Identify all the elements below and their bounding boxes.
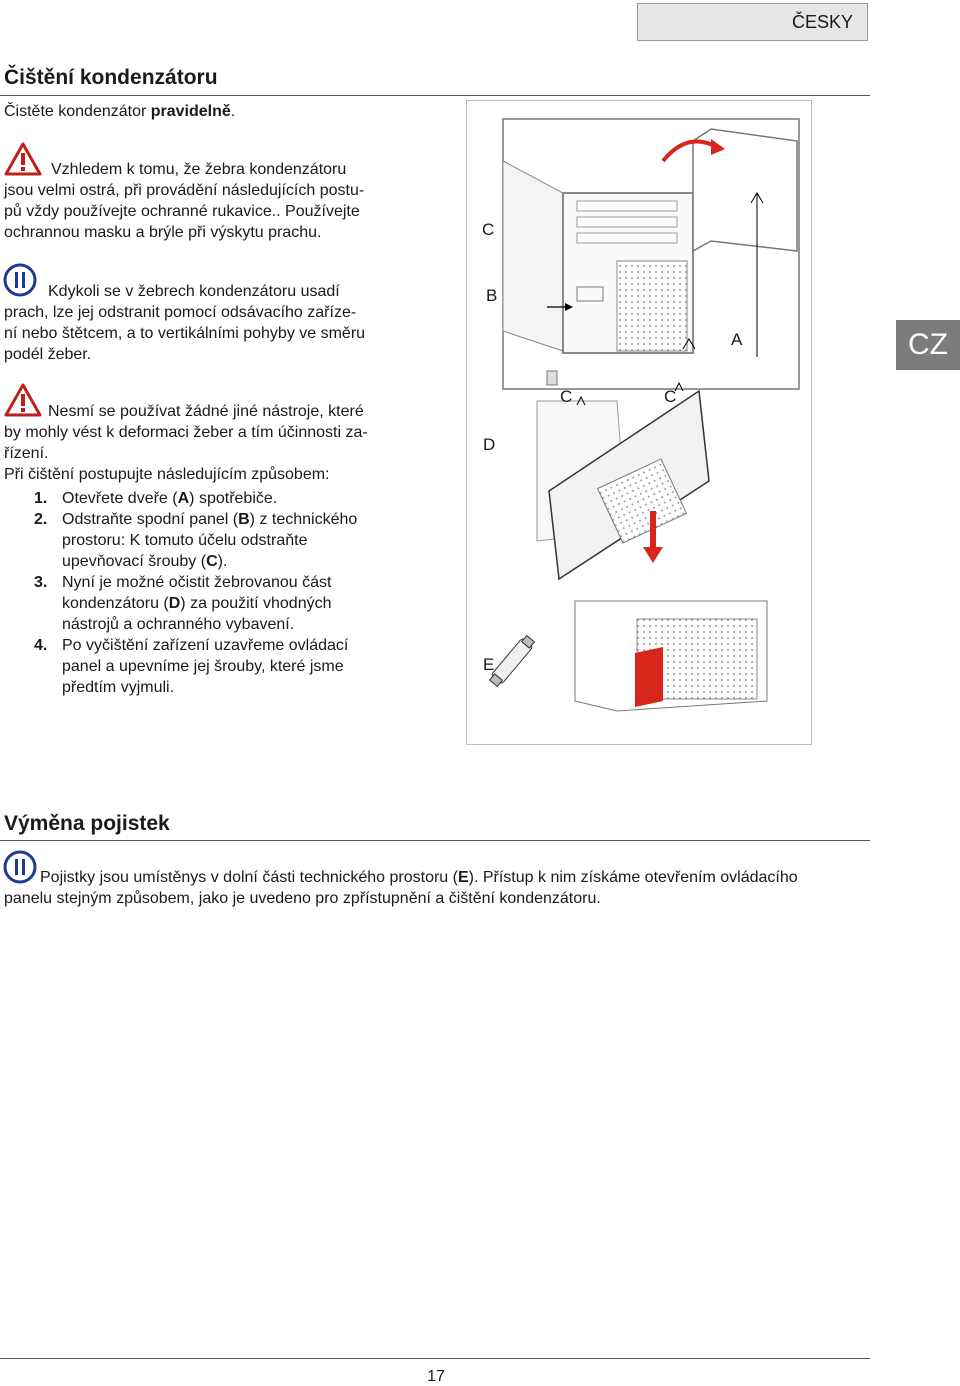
step-line: panel a upevníme jej šrouby, které jsme xyxy=(62,658,344,675)
step-number: 2. xyxy=(34,511,48,528)
info-line: Kdykoli se v žebrech kondenzátoru usadí xyxy=(48,283,340,300)
label-a: A xyxy=(731,330,743,349)
step-line: kondenzátoru (D) za použití vhodných xyxy=(62,595,332,612)
label-c-top: C xyxy=(482,220,495,239)
label-b: B xyxy=(486,286,498,305)
warning2-line: řízení. xyxy=(4,445,49,462)
label-c-left: C xyxy=(560,387,573,406)
step-line: upevňovací šrouby (C). xyxy=(62,553,228,570)
info-line: podél žeber. xyxy=(4,346,92,363)
step-line: předtím vyjmuli. xyxy=(62,679,175,696)
label-d: D xyxy=(483,435,496,454)
warning2-text xyxy=(4,401,414,485)
fuses-text xyxy=(4,867,884,909)
step-item xyxy=(4,635,404,698)
title-rule xyxy=(0,95,870,96)
step-number: 1. xyxy=(34,490,48,507)
step-line: Odstraňte spodní panel (B) z technického xyxy=(62,511,358,528)
condenser-figure xyxy=(466,100,812,745)
fuse-illustration xyxy=(488,634,536,687)
warning1-line: ochrannou masku a brýle při výskytu prachu. xyxy=(4,224,322,241)
step-line: nástrojů a ochranného vybavení. xyxy=(62,616,295,633)
intro-prefix: Čistěte kondenzátor xyxy=(4,103,151,120)
step-line: Nyní je možné očistit žebrovanou část xyxy=(62,574,332,591)
step-item xyxy=(4,488,404,509)
open-door xyxy=(693,129,797,251)
step-item xyxy=(4,572,404,635)
footer-rule xyxy=(0,1358,870,1359)
side-language-tab: CZ xyxy=(896,320,960,370)
warning2-line: Nesmí se používat žádné jiné nástroje, které xyxy=(48,403,364,420)
page-number: 17 xyxy=(427,1368,445,1385)
procedure-intro: Při čištění postupujte následujícím způsobem: xyxy=(4,466,330,483)
intro-suffix: . xyxy=(230,103,236,120)
title-rule xyxy=(0,840,870,841)
intro-bold: pravidelně xyxy=(150,103,231,120)
warning2-line: by mohly vést k deformaci žeber a tím účinnosti za- xyxy=(4,424,368,441)
warning1-line: jsou velmi ostrá, při provádění následujících postu- xyxy=(4,182,365,199)
appliance-illustration xyxy=(467,101,811,744)
label-c-right: C xyxy=(664,387,677,406)
step-line: Otevřete dveře (A) spotřebiče. xyxy=(62,490,278,507)
info-line: ní nebo štětcem, a to vertikálními pohyby ve směru xyxy=(4,325,366,342)
info-text xyxy=(4,281,414,365)
warning1-line: pů vždy používejte ochranné rukavice.. Používejte xyxy=(4,203,360,220)
step-number: 3. xyxy=(34,574,48,591)
step-line: Po vyčištění zařízení uzavřeme ovládací xyxy=(62,637,349,654)
section-title-fuses: Výměna pojistek xyxy=(4,812,170,835)
intro-text xyxy=(4,101,235,122)
condenser-grille-top xyxy=(617,261,687,351)
procedure-steps xyxy=(4,488,404,698)
label-e: E xyxy=(483,655,495,674)
language-tab: ČESKY xyxy=(637,3,868,41)
warning1-line: Vzhledem k tomu, že žebra kondenzátoru xyxy=(51,161,347,178)
fuses-line: Pojistky jsou umístěnys v dolní části technického prostoru (E). Přístup k nim získáme otevřením ovládacího xyxy=(40,869,798,886)
section-title-condenser: Čištění kondenzátoru xyxy=(4,66,218,89)
step-line: prostoru: K tomuto účelu odstraňte xyxy=(62,532,308,549)
step-number: 4. xyxy=(34,637,48,654)
warning1-text xyxy=(4,159,414,243)
fuses-line: panelu stejným způsobem, jako je uvedeno pro zpřístupnění a čištění kondenzátoru. xyxy=(4,890,601,907)
step-item xyxy=(4,509,404,572)
condenser-highlight xyxy=(635,647,663,707)
info-line: prach, lze jej odstranit pomocí odsávacího zaříze- xyxy=(4,304,357,321)
